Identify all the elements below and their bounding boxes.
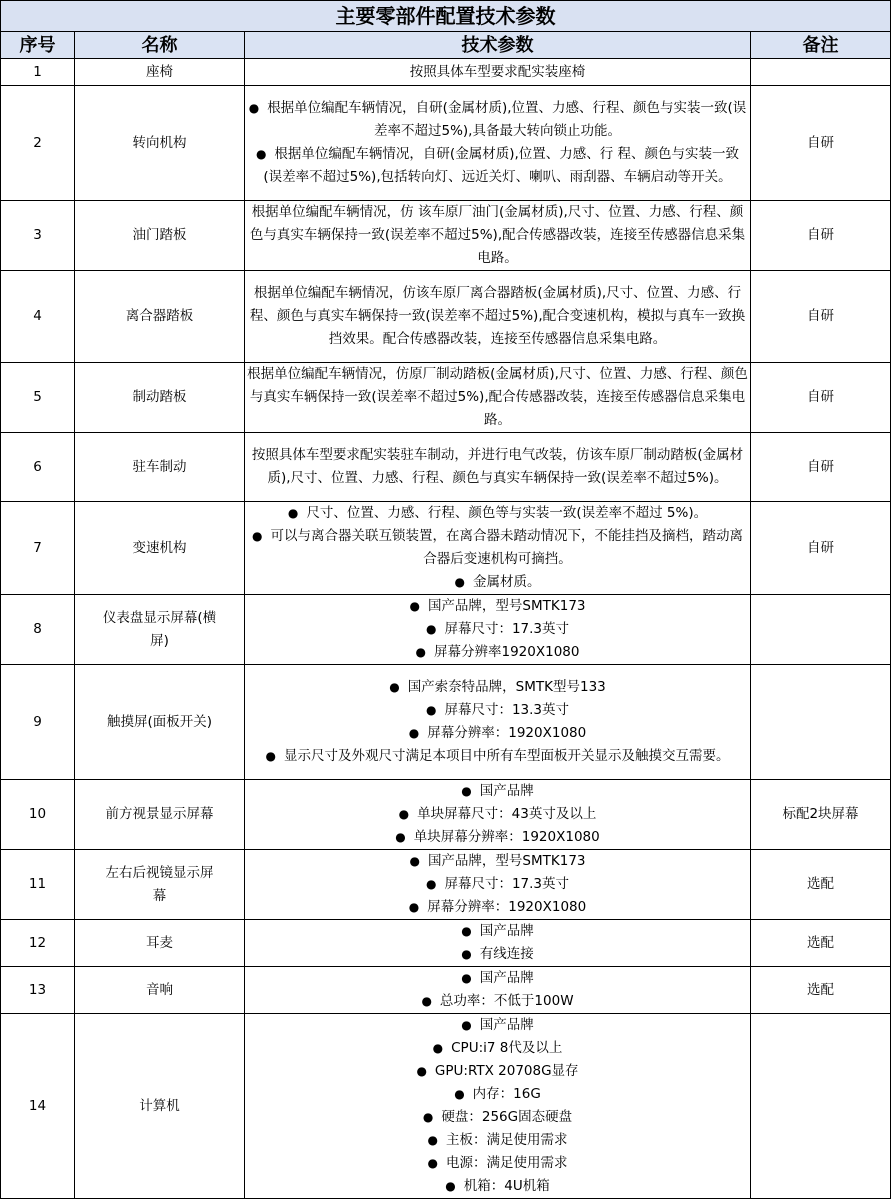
param-text-content: 国产索奈特品牌，SMTK型号133 bbox=[407, 679, 606, 695]
row-name bbox=[75, 595, 245, 665]
param-bullet-item bbox=[247, 826, 748, 849]
param-text-content: 屏幕尺寸：17.3英寸 bbox=[444, 621, 570, 637]
param-text-content: 国产品牌 bbox=[479, 783, 534, 799]
param-bullet-item bbox=[247, 1083, 748, 1106]
param-text bbox=[247, 61, 748, 84]
row-remark: 自研 bbox=[751, 86, 891, 201]
row-index: 10 bbox=[1, 780, 75, 850]
bullet-dot-icon: ● bbox=[461, 947, 472, 961]
param-text-content: 国产品牌，型号SMTK173 bbox=[427, 853, 586, 869]
bullet-dot-icon: ● bbox=[398, 807, 410, 821]
row-name-text: 变速机构 bbox=[132, 539, 187, 556]
bullet-dot-icon: ● bbox=[425, 877, 437, 891]
row-index: 4 bbox=[1, 271, 75, 363]
param-text-content: 单块屏幕分辨率：1920X1080 bbox=[413, 829, 600, 845]
bullet-dot-icon: ● bbox=[409, 599, 420, 613]
param-text-content: 国产品牌 bbox=[479, 970, 534, 986]
row-name bbox=[75, 1014, 245, 1199]
row-index: 9 bbox=[1, 665, 75, 780]
param-bullet-item bbox=[247, 1106, 748, 1129]
row-remark: 选配 bbox=[751, 920, 891, 967]
table-row bbox=[1, 502, 891, 595]
param-bullet-item bbox=[247, 990, 748, 1013]
param-text-content: 屏幕分辨率：1920X1080 bbox=[427, 899, 587, 915]
param-text-content: 金属材质。 bbox=[472, 574, 541, 590]
bullet-dot-icon: ● bbox=[461, 924, 472, 938]
table-row bbox=[1, 850, 891, 920]
table-row bbox=[1, 920, 891, 967]
row-remark: 自研 bbox=[751, 502, 891, 595]
row-index: 6 bbox=[1, 433, 75, 502]
row-remark: 自研 bbox=[751, 363, 891, 433]
bullet-dot-icon: ● bbox=[427, 1156, 438, 1170]
bullet-dot-icon: ● bbox=[265, 749, 276, 763]
row-name bbox=[75, 363, 245, 433]
row-name-text: 触摸屏(面板开关) bbox=[106, 713, 213, 730]
bullet-dot-icon: ● bbox=[389, 680, 400, 694]
row-name bbox=[75, 850, 245, 920]
table-row bbox=[1, 967, 891, 1014]
param-text-content: 尺寸、位置、力感、行程、颜色等与实装一致(误差率不超过 5%)。 bbox=[306, 505, 708, 521]
row-params bbox=[245, 1014, 751, 1199]
bullet-dot-icon: ● bbox=[408, 900, 420, 914]
bullet-dot-icon: ● bbox=[432, 1041, 444, 1055]
param-text-content: 有线连接 bbox=[479, 946, 534, 962]
bullet-dot-icon: ● bbox=[461, 971, 472, 985]
param-text-content: 国产品牌 bbox=[479, 1017, 534, 1033]
row-params bbox=[245, 86, 751, 201]
row-params bbox=[245, 59, 751, 86]
row-name bbox=[75, 201, 245, 271]
bullet-dot-icon: ● bbox=[425, 703, 437, 717]
param-bullet-item bbox=[247, 1129, 748, 1152]
title-row bbox=[1, 1, 891, 32]
row-index: 11 bbox=[1, 850, 75, 920]
row-name bbox=[75, 502, 245, 595]
row-params bbox=[245, 920, 751, 967]
param-bullet-item bbox=[247, 1175, 748, 1198]
param-text-content: 机箱：4U机箱 bbox=[463, 1178, 550, 1194]
row-name bbox=[75, 665, 245, 780]
row-params bbox=[245, 201, 751, 271]
param-text-content: 根据单位编配车辆情况，自研(金属材质),位置、力感、行 程、颜色与实装一致(误差率不超过5%),包括转向灯、远近关灯、喇叭、雨刮器、车辆启动等开关。 bbox=[263, 146, 740, 185]
param-bullet-item bbox=[247, 920, 748, 943]
table-row bbox=[1, 59, 891, 86]
row-params bbox=[245, 850, 751, 920]
param-text-content: 屏幕分辨率：1920X1080 bbox=[427, 725, 587, 741]
header-remark: 备注 bbox=[751, 32, 891, 59]
bullet-dot-icon: ● bbox=[422, 1110, 434, 1124]
param-text-content: 根据单位编配车辆情况，仿原厂制动踏板(金属材质),尺寸、位置、力感、行程、颜色与真实车辆保持一致(误差率不超过5%),配合传感器改装，连接至传感器信息采集电路。 bbox=[247, 366, 748, 428]
table-body bbox=[1, 59, 891, 1199]
param-text-content: 根据单位编配车辆情况，仿 该车原厂油门(金属材质),尺寸、位置、力感、行程、颜色与真实车辆保持一致(误差率不超过5%),配合传感器改装，连接至传感器信息采集电路。 bbox=[249, 204, 746, 266]
param-bullet-item bbox=[247, 803, 748, 826]
row-params bbox=[245, 502, 751, 595]
row-name-text: 转向机构 bbox=[132, 134, 187, 151]
row-name bbox=[75, 271, 245, 363]
row-remark: 自研 bbox=[751, 433, 891, 502]
param-text bbox=[247, 363, 748, 432]
param-bullet-item bbox=[247, 571, 748, 594]
bullet-dot-icon: ● bbox=[287, 506, 299, 520]
param-bullet-item bbox=[247, 722, 748, 745]
bullet-dot-icon: ● bbox=[409, 854, 420, 868]
param-bullet-item bbox=[247, 780, 748, 803]
header-params: 技术参数 bbox=[245, 32, 751, 59]
param-text-content: GPU:RTX 20708G显存 bbox=[434, 1063, 579, 1079]
row-index: 13 bbox=[1, 967, 75, 1014]
param-bullet-item bbox=[247, 502, 748, 525]
bullet-dot-icon: ● bbox=[248, 101, 260, 115]
table-row bbox=[1, 363, 891, 433]
bullet-dot-icon: ● bbox=[415, 645, 426, 659]
header-row bbox=[1, 32, 891, 59]
row-name bbox=[75, 86, 245, 201]
bullet-dot-icon: ● bbox=[454, 575, 465, 589]
bullet-dot-icon: ● bbox=[395, 830, 406, 844]
row-name bbox=[75, 59, 245, 86]
table-row bbox=[1, 433, 891, 502]
row-name-text: 离合器踏板 bbox=[125, 308, 194, 324]
row-name-text: 前方视景显示屏幕 bbox=[105, 806, 214, 822]
table-row bbox=[1, 780, 891, 850]
row-name-text: 油门踏板 bbox=[132, 227, 187, 243]
row-remark: 自研 bbox=[751, 271, 891, 363]
table-row bbox=[1, 201, 891, 271]
table-row bbox=[1, 665, 891, 780]
row-name-text: 仪表盘显示屏幕(横屏) bbox=[102, 609, 217, 649]
bullet-dot-icon: ● bbox=[461, 1018, 472, 1032]
row-remark bbox=[751, 59, 891, 86]
row-remark bbox=[751, 595, 891, 665]
table-title: 主要零部件配置技术参数 bbox=[1, 1, 891, 32]
param-bullet-item bbox=[247, 676, 748, 699]
row-params bbox=[245, 433, 751, 502]
param-text-content: 屏幕分辨率1920X1080 bbox=[434, 644, 580, 660]
row-remark bbox=[751, 1014, 891, 1199]
row-index: 1 bbox=[1, 59, 75, 86]
bullet-dot-icon: ● bbox=[416, 1064, 427, 1078]
row-name-text: 驻车制动 bbox=[132, 458, 187, 475]
param-bullet-item bbox=[247, 967, 748, 990]
row-index: 8 bbox=[1, 595, 75, 665]
param-text-content: 按照具体车型要求配实装座椅 bbox=[409, 63, 586, 80]
row-remark: 选配 bbox=[751, 850, 891, 920]
row-params bbox=[245, 363, 751, 433]
row-name-text: 座椅 bbox=[146, 63, 173, 80]
param-bullet-item bbox=[247, 618, 748, 641]
param-bullet-item bbox=[247, 525, 748, 571]
param-bullet-item bbox=[247, 745, 748, 768]
row-name-text: 计算机 bbox=[139, 1097, 180, 1114]
bullet-dot-icon: ● bbox=[445, 1179, 456, 1193]
bullet-dot-icon: ● bbox=[255, 147, 267, 161]
table-row bbox=[1, 271, 891, 363]
row-params bbox=[245, 967, 751, 1014]
bullet-dot-icon: ● bbox=[454, 1087, 465, 1101]
row-params bbox=[245, 271, 751, 363]
param-bullet-item bbox=[247, 943, 748, 966]
bullet-dot-icon: ● bbox=[427, 1133, 438, 1147]
table-row bbox=[1, 1014, 891, 1199]
param-text-content: 主板：满足使用需求 bbox=[445, 1132, 568, 1148]
row-name bbox=[75, 920, 245, 967]
param-text-content: 总功率：不低于100W bbox=[439, 993, 574, 1009]
row-remark: 标配2块屏幕 bbox=[751, 780, 891, 850]
param-bullet-item bbox=[247, 1014, 748, 1037]
row-remark bbox=[751, 665, 891, 780]
row-index: 5 bbox=[1, 363, 75, 433]
row-params bbox=[245, 595, 751, 665]
param-bullet-item bbox=[247, 850, 748, 873]
param-text-content: 屏幕尺寸：17.3英寸 bbox=[444, 876, 570, 892]
bullet-dot-icon: ● bbox=[408, 726, 420, 740]
param-bullet-item bbox=[247, 143, 748, 189]
row-remark: 选配 bbox=[751, 967, 891, 1014]
row-name-text: 音响 bbox=[146, 981, 173, 998]
bullet-dot-icon: ● bbox=[461, 784, 472, 798]
param-text-content: 根据单位编配车辆情况，自研(金属材质),位置、力感、行程、颜色与实装一致(误差率不超过5%),具备最大转向锁止功能。 bbox=[267, 100, 747, 139]
param-bullet-item bbox=[247, 1060, 748, 1083]
row-params bbox=[245, 780, 751, 850]
param-bullet-item bbox=[247, 873, 748, 896]
param-text-content: 电源：满足使用需求 bbox=[445, 1155, 568, 1171]
param-text-content: 单块屏幕尺寸：43英寸及以上 bbox=[417, 806, 597, 822]
param-text-content: 国产品牌 bbox=[479, 923, 534, 939]
row-name bbox=[75, 433, 245, 502]
param-text-content: 按照具体车型要求配实装驻车制动，并进行电气改装，仿该车原厂制动踏板(金属材质),尺寸、位置、力感、行程、颜色与真实车辆保持一致(误差率不超过5%)。 bbox=[251, 447, 744, 486]
header-index: 序号 bbox=[1, 32, 75, 59]
row-index: 7 bbox=[1, 502, 75, 595]
param-text-content: 国产品牌，型号SMTK173 bbox=[427, 598, 586, 614]
param-text-content: 内存：16G bbox=[472, 1086, 541, 1102]
param-text-content: 显示尺寸及外观尺寸满足本项目中所有车型面板开关显示及触摸交互需要。 bbox=[283, 748, 730, 764]
param-text-content: 屏幕尺寸：13.3英寸 bbox=[444, 702, 570, 718]
bullet-dot-icon: ● bbox=[252, 529, 263, 543]
param-bullet-item bbox=[247, 1152, 748, 1175]
table-row bbox=[1, 595, 891, 665]
row-name-text: 耳麦 bbox=[146, 934, 173, 951]
param-text bbox=[247, 282, 748, 351]
row-index: 2 bbox=[1, 86, 75, 201]
param-bullet-item bbox=[247, 641, 748, 664]
row-name bbox=[75, 967, 245, 1014]
row-remark: 自研 bbox=[751, 201, 891, 271]
param-bullet-item bbox=[247, 595, 748, 618]
row-name-text: 制动踏板 bbox=[132, 389, 187, 405]
param-text bbox=[247, 444, 748, 490]
row-index: 12 bbox=[1, 920, 75, 967]
param-text-content: 硬盘：256G固态硬盘 bbox=[441, 1109, 573, 1125]
row-index: 3 bbox=[1, 201, 75, 271]
param-text-content: 可以与离合器关联互锁装置，在离合器未踏动情况下，不能挂挡及摘档，踏动离合器后变速机构可摘挡。 bbox=[270, 528, 743, 567]
param-bullet-item bbox=[247, 97, 748, 143]
param-bullet-item bbox=[247, 896, 748, 919]
bullet-dot-icon: ● bbox=[421, 994, 432, 1008]
row-params bbox=[245, 665, 751, 780]
param-bullet-item bbox=[247, 699, 748, 722]
param-text-content: 根据单位编配车辆情况，仿该车原厂离合器踏板(金属材质),尺寸、位置、力感、行程、颜色与真实车辆保持一致(误差率不超过5%),配合变速机构，模拟与真车一致换挡效果。配合传感器改装，连接至传感器信息采集电路。 bbox=[249, 285, 746, 347]
param-text-content: CPU:i7 8代及以上 bbox=[451, 1040, 563, 1056]
header-name: 名称 bbox=[75, 32, 245, 59]
bullet-dot-icon: ● bbox=[425, 622, 437, 636]
row-name-text: 左右后视镜显示屏幕 bbox=[105, 864, 214, 904]
row-index: 14 bbox=[1, 1014, 75, 1199]
row-name bbox=[75, 780, 245, 850]
table-row bbox=[1, 86, 891, 201]
param-bullet-item bbox=[247, 1037, 748, 1060]
param-text bbox=[247, 201, 748, 270]
